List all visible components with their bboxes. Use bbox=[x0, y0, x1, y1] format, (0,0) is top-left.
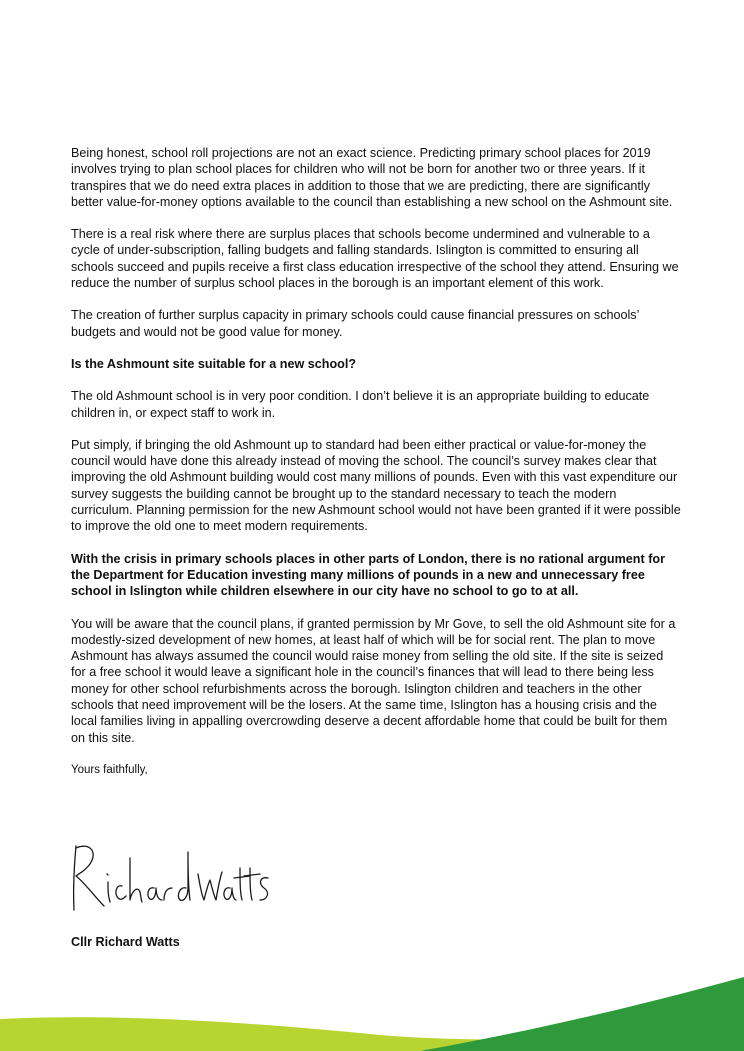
paragraph-surplus-places-risk: There is a real risk where there are surplus places that schools become undermined and vulnerable to a cycle of under-subscription, falling budgets and falling standards. Islington is committed to ensuring all schools succeed and pupils receive a first class education irrespective of the school they attend. Ensuring we reduce the number of surplus school places in the borough is an important element of this work. bbox=[71, 227, 679, 291]
closing-line: Yours faithfully, bbox=[71, 763, 148, 776]
paragraph-school-roll-projections: Being honest, school roll projections are not an exact science. Predicting primary school places for 2019 involves trying to plan school places for children who will not be born for another two or three years. If it transpires that we do need extra places in addition to those that we are predicting, there are significantly better value-for-money options available to the council than establishing a new school on the Ashmount site. bbox=[71, 146, 673, 209]
paragraph-bold-argument: With the crisis in primary schools places in other parts of London, there is no rational argument for the Department for Education investing many millions of pounds in a new and unnecessary free school in Islington while children elsewhere in our city have no school to go to at all. bbox=[71, 551, 665, 599]
letter-body bbox=[71, 145, 681, 794]
handwritten-signature bbox=[64, 838, 274, 916]
paragraph-improvement-cost: Put simply, if bringing the old Ashmount up to standard had been either practical or value-for-money the council would have done this already instead of moving the school. The council’s survey makes clear that improving the old Ashmount building would cost many millions of pounds. Even with this vast expenditure our survey suggests the building cannot be brought up to the standard necessary to teach the modern curriculum. Planning permission for the new Ashmount school would not have been granted if it were possible to improve the old one to meet modern requirements. bbox=[71, 437, 681, 534]
footer-swoosh-decoration bbox=[0, 971, 744, 1051]
paragraph-building-condition: The old Ashmount school is in very poor condition. I don’t believe it is an appropriate building to educate children in, or expect staff to work in. bbox=[71, 389, 650, 420]
signatory-name: Cllr Richard Watts bbox=[71, 935, 180, 949]
paragraph-site-sale-plans: You will be aware that the council plans, if granted permission by Mr Gove, to sell the old Ashmount site for a modestly-sized development of new homes, at least half of which will be for social rent. The plan to move Ashmount has always assumed the council would raise money from selling the old site. If the site is seized for a free school it would leave a significant hole in the council’s finances that will lead to there being less money for other school refurbishments across the borough. Islington children and teachers in the other schools that need improvement will be the losers. At the same time, Islington has a housing crisis and the local families living in appalling overcrowding deserve a decent affordable home that could be built for them on this site. bbox=[71, 616, 676, 745]
paragraph-financial-pressures: The creation of further surplus capacity in primary schools could cause financial pressures on schools’ budgets and would not be good value for money. bbox=[71, 308, 639, 339]
section-heading-site-suitability: Is the Ashmount site suitable for a new school? bbox=[71, 356, 357, 371]
